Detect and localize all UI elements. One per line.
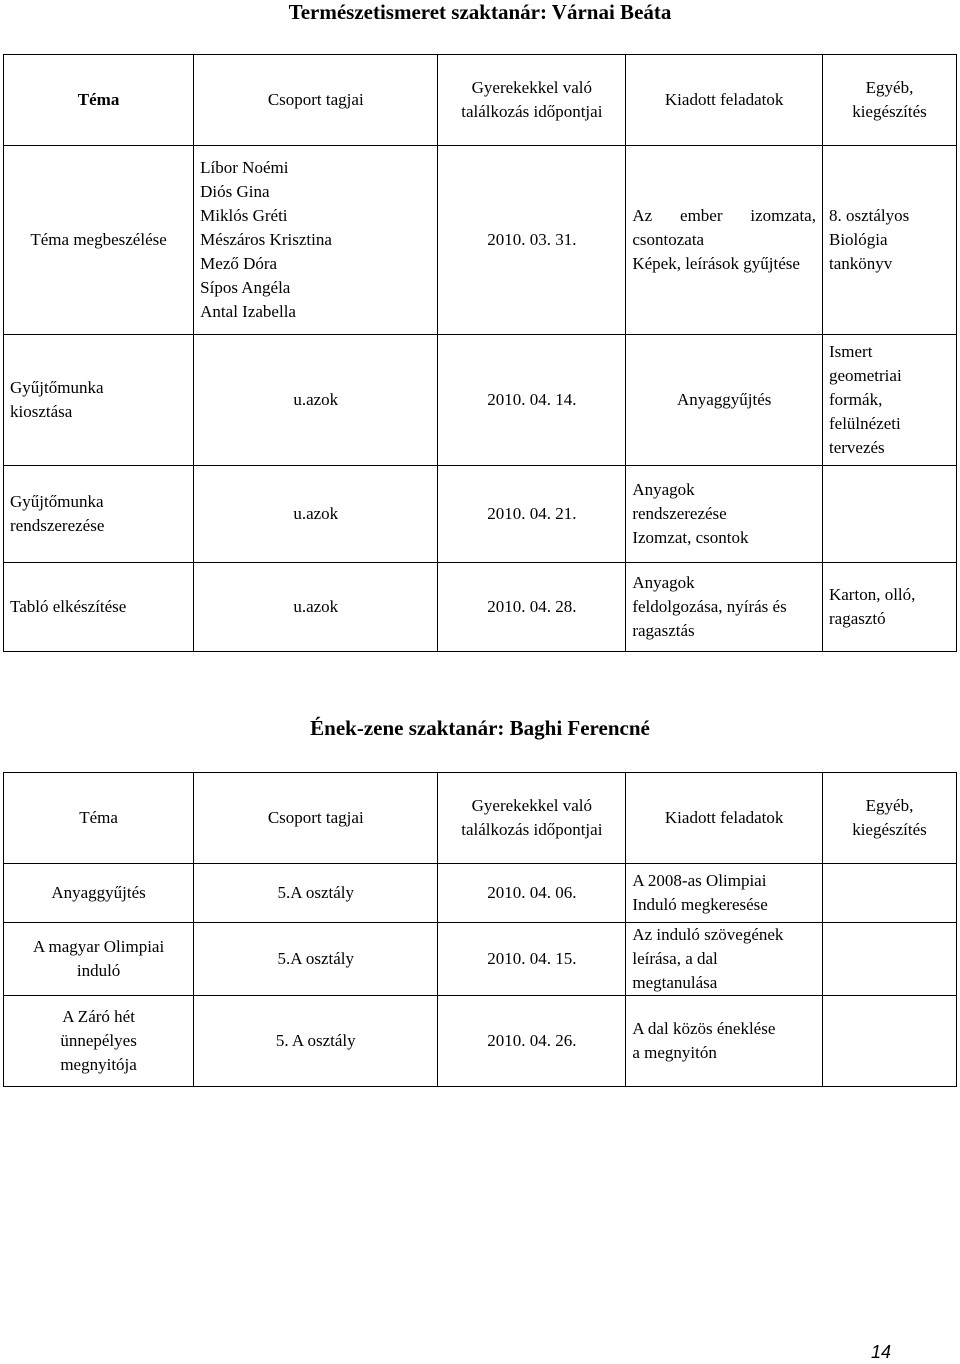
table-header-row: [4, 773, 957, 864]
note-line: geometriai: [828, 366, 902, 385]
task-line: A 2008-as Olimpiai: [632, 871, 767, 890]
cell-egyeb: [822, 864, 956, 923]
group-member: Mező Dóra: [200, 254, 278, 273]
table-row: [4, 923, 957, 996]
topic-line: A Záró hét: [62, 1007, 135, 1026]
table-header-row: [4, 55, 957, 146]
table-row: [4, 864, 957, 923]
cell-tema: Téma megbeszélése: [4, 146, 194, 335]
topic-line: A magyar Olimpiai: [32, 937, 165, 956]
task-line: leírása, a dal: [632, 949, 718, 968]
task-line: feldolgozása, nyírás és: [632, 597, 787, 616]
cell-tema: Anyaggyűjtés: [4, 864, 194, 923]
note-line: tankönyv: [828, 254, 893, 273]
table-row: [4, 335, 957, 466]
note-line: ragasztó: [828, 609, 886, 628]
note-line: felülnézeti: [828, 414, 901, 433]
cell-egyeb: [822, 335, 956, 466]
table-row: [4, 466, 957, 563]
task-line: a megnyitón: [632, 1043, 717, 1062]
header-egyeb: Egyéb, kiegészítés: [822, 773, 956, 864]
table-row: [4, 563, 957, 652]
topic-line: rendszerezése: [10, 516, 105, 535]
cell-egyeb: [822, 923, 956, 996]
cell-tema: [4, 466, 194, 563]
cell-csoport: [194, 146, 438, 335]
cell-feladat: [626, 996, 823, 1087]
cell-feladat: [626, 923, 823, 996]
task-line: Izomzat, csontok: [632, 528, 749, 547]
nature-studies-table: [3, 54, 957, 652]
header-tema: Téma: [4, 55, 194, 146]
task-line: megtanulása: [632, 973, 718, 992]
cell-csoport: u.azok: [194, 335, 438, 466]
header-feladat: Kiadott feladatok: [626, 773, 823, 864]
cell-idopont: 2010. 04. 28.: [438, 563, 626, 652]
cell-idopont: 2010. 04. 06.: [438, 864, 626, 923]
header-tema: Téma: [4, 773, 194, 864]
group-member: Mészáros Krisztina: [200, 230, 332, 249]
table-row: [4, 146, 957, 335]
task-line: ragasztás: [632, 621, 695, 640]
cell-csoport: 5. A osztály: [194, 996, 438, 1087]
header-idopont: Gyerekekkel való találkozás időpontjai: [438, 773, 626, 864]
header-csoport: Csoport tagjai: [194, 55, 438, 146]
task-line: Anyagok: [632, 480, 695, 499]
group-member: Miklós Gréti: [200, 206, 288, 225]
cell-egyeb: [822, 563, 956, 652]
task-line: rendszerezése: [632, 504, 727, 523]
section1-title: Természetismeret szaktanár: Várnai Beáta: [288, 0, 672, 24]
section2-title: Ének-zene szaktanár: Baghi Ferencné: [310, 716, 650, 740]
group-member: Diós Gina: [200, 182, 270, 201]
page-number: 14: [871, 1342, 892, 1362]
header-feladat: Kiadott feladatok: [626, 55, 823, 146]
cell-csoport: 5.A osztály: [194, 864, 438, 923]
header-egyeb: Egyéb, kiegészítés: [822, 55, 956, 146]
task-line: Képek, leírások gyűjtése: [632, 254, 800, 273]
topic-line: Gyűjtőmunka: [10, 378, 104, 397]
group-member: Antal Izabella: [200, 302, 296, 321]
topic-line: kiosztása: [10, 402, 73, 421]
task-line: Az ember izomzata, csontozata: [632, 206, 816, 249]
header-idopont: Gyerekekkel való találkozás időpontjai: [438, 55, 626, 146]
cell-feladat: [626, 146, 823, 335]
task-line: Induló megkeresése: [632, 895, 768, 914]
cell-idopont: 2010. 04. 26.: [438, 996, 626, 1087]
cell-idopont: 2010. 04. 14.: [438, 335, 626, 466]
note-line: Biológia: [828, 230, 888, 249]
topic-line: Gyűjtőmunka: [10, 492, 104, 511]
header-csoport: Csoport tagjai: [194, 773, 438, 864]
task-line: Anyagok: [632, 573, 695, 592]
note-line: 8. osztályos: [828, 206, 910, 225]
cell-egyeb: [822, 466, 956, 563]
cell-csoport: u.azok: [194, 466, 438, 563]
group-member: Líbor Noémi: [200, 158, 289, 177]
cell-feladat: [626, 466, 823, 563]
note-line: Ismert: [828, 342, 873, 361]
cell-tema: [4, 996, 194, 1087]
cell-tema: [4, 923, 194, 996]
cell-feladat: [626, 563, 823, 652]
cell-idopont: 2010. 04. 21.: [438, 466, 626, 563]
task-line: A dal közös éneklése: [632, 1019, 776, 1038]
note-line: Karton, olló,: [828, 585, 916, 604]
table-row: [4, 996, 957, 1087]
cell-csoport: u.azok: [194, 563, 438, 652]
cell-feladat: [626, 864, 823, 923]
topic-line: megnyitója: [60, 1055, 137, 1074]
music-table: [3, 772, 957, 1087]
cell-csoport: 5.A osztály: [194, 923, 438, 996]
cell-egyeb: [822, 996, 956, 1087]
cell-tema: Tabló elkészítése: [4, 563, 194, 652]
group-member: Sípos Angéla: [200, 278, 291, 297]
topic-line: ünnepélyes: [60, 1031, 137, 1050]
cell-egyeb: [822, 146, 956, 335]
note-line: tervezés: [828, 438, 885, 457]
cell-feladat: Anyaggyűjtés: [626, 335, 823, 466]
cell-idopont: 2010. 04. 15.: [438, 923, 626, 996]
cell-idopont: 2010. 03. 31.: [438, 146, 626, 335]
note-line: formák,: [828, 390, 883, 409]
task-line: Az induló szövegének: [632, 925, 784, 944]
topic-line: induló: [76, 961, 121, 980]
cell-tema: [4, 335, 194, 466]
